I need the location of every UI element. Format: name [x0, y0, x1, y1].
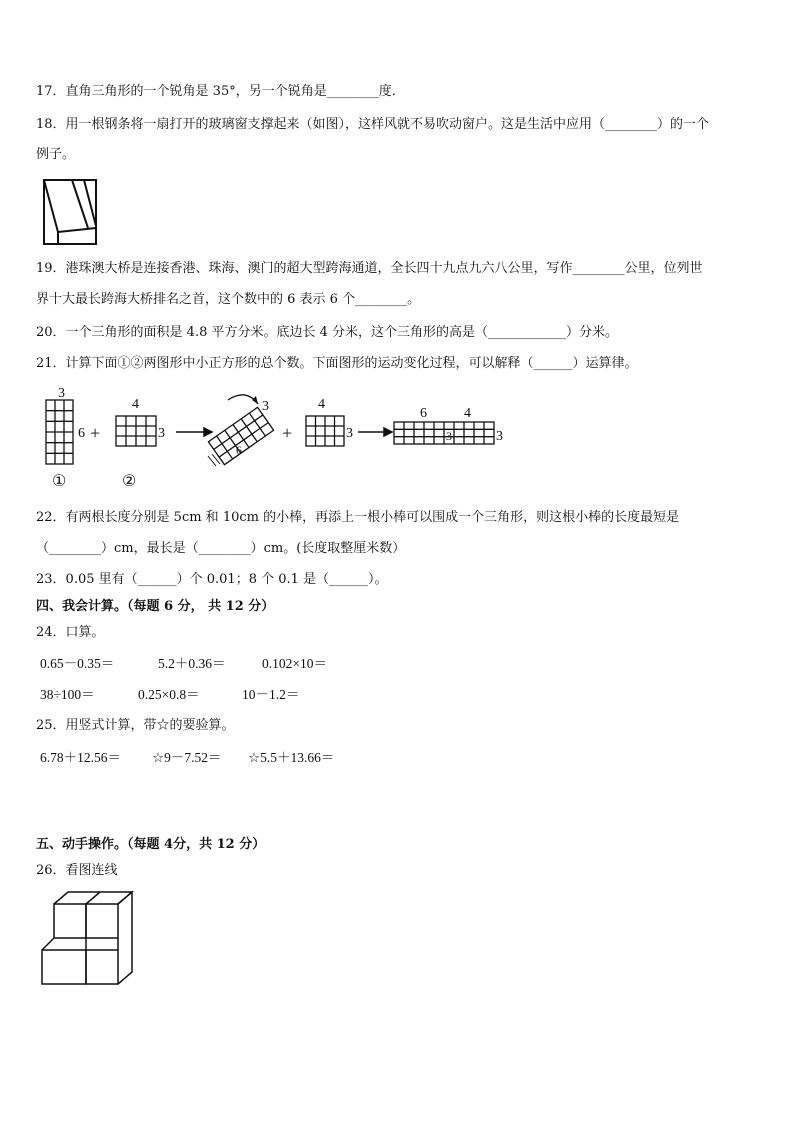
rotated-grid-label-3: 3: [262, 399, 269, 414]
question-17: 17．直角三角形的一个锐角是 35°，另一个锐角是________度．: [36, 84, 405, 99]
square-grid-figure: [36, 382, 516, 490]
calc-24-5: 0.25×0.8＝: [138, 687, 200, 702]
window-brace-figure: [40, 176, 102, 248]
question-26: 26．看图连线: [36, 863, 118, 878]
combined-grid-side-label: 3: [496, 429, 503, 444]
question-18-line1: 18．用一根钢条将一扇打开的玻璃窗支撑起来（如图），这样风就不易吹动窗户。这是生活中应用（________）的一个: [36, 117, 710, 132]
question-22-line2: （________）cm，最长是（________）cm。(长度取整厘米数）: [36, 541, 406, 556]
caption-figure-1: ①: [52, 473, 67, 490]
grid4-top-label: 4: [318, 397, 325, 412]
calc-24-2: 5.2＋0.36＝: [158, 656, 226, 671]
combined-grid-mid-label: 3: [446, 429, 452, 443]
calc-24-4: 38÷100＝: [40, 687, 95, 702]
grid1-top-label: 3: [58, 386, 65, 401]
calc-24-6: 10－1.2＝: [242, 687, 300, 702]
section-5-heading: 五、动手操作。（每题 4分，共 12 分）: [36, 837, 266, 852]
question-25: 25．用竖式计算，带☆的要验算。: [36, 718, 235, 733]
calc-25-1: 6.78＋12.56＝: [40, 750, 121, 765]
question-23: 23．0.05 里有（______）个 0.01；8 个 0.1 是（______）。: [36, 572, 388, 587]
combined-grid-label-6: 6: [420, 406, 427, 421]
grid2-side-label: 3: [158, 426, 165, 441]
question-24: 24．口算。: [36, 625, 105, 640]
grid4-side-label: 3: [346, 426, 353, 441]
caption-figure-2: ②: [122, 473, 137, 490]
question-19-line2: 界十大最长跨海大桥排名之首，这个数中的 6 表示 6 个________。: [36, 292, 421, 307]
question-22-line1: 22．有两根长度分别是 5cm 和 10cm 的小棒，再添上一根小棒可以围成一个三角形，则这根小棒的长度最短是: [36, 510, 680, 525]
rotated-grid-label-6: 6: [236, 443, 242, 457]
calc-24-1: 0.65－0.35＝: [40, 656, 115, 671]
question-19-line1: 19．港珠澳大桥是连接香港、珠海、澳门的超大型跨海通道，全长四十九点九六八公里，写作________公里，位列世: [36, 261, 703, 276]
stacked-cubes-figure: [38, 888, 134, 990]
calc-24-3: 0.102×10＝: [262, 656, 327, 671]
section-4-heading: 四、我会计算。（每题 6 分， 共 12 分）: [36, 599, 275, 614]
grid2-top-label: 4: [132, 397, 139, 412]
plus-sign-2: +: [282, 423, 293, 443]
plus-sign-1: +: [90, 423, 101, 443]
grid1-side-label: 6: [78, 426, 85, 441]
question-20: 20．一个三角形的面积是 4.8 平方分米。底边长 4 分米，这个三角形的高是（____________）分米。: [36, 325, 619, 340]
question-18-line2: 例子。: [36, 147, 76, 162]
calc-25-2: ☆9－7.52＝: [152, 750, 222, 765]
question-21: 21．计算下面①②两图形中小正方形的总个数。下面图形的运动变化过程，可以解释（______）运算律。: [36, 356, 638, 371]
calc-25-3: ☆5.5＋13.66＝: [248, 750, 335, 765]
combined-grid-label-4: 4: [464, 406, 471, 421]
